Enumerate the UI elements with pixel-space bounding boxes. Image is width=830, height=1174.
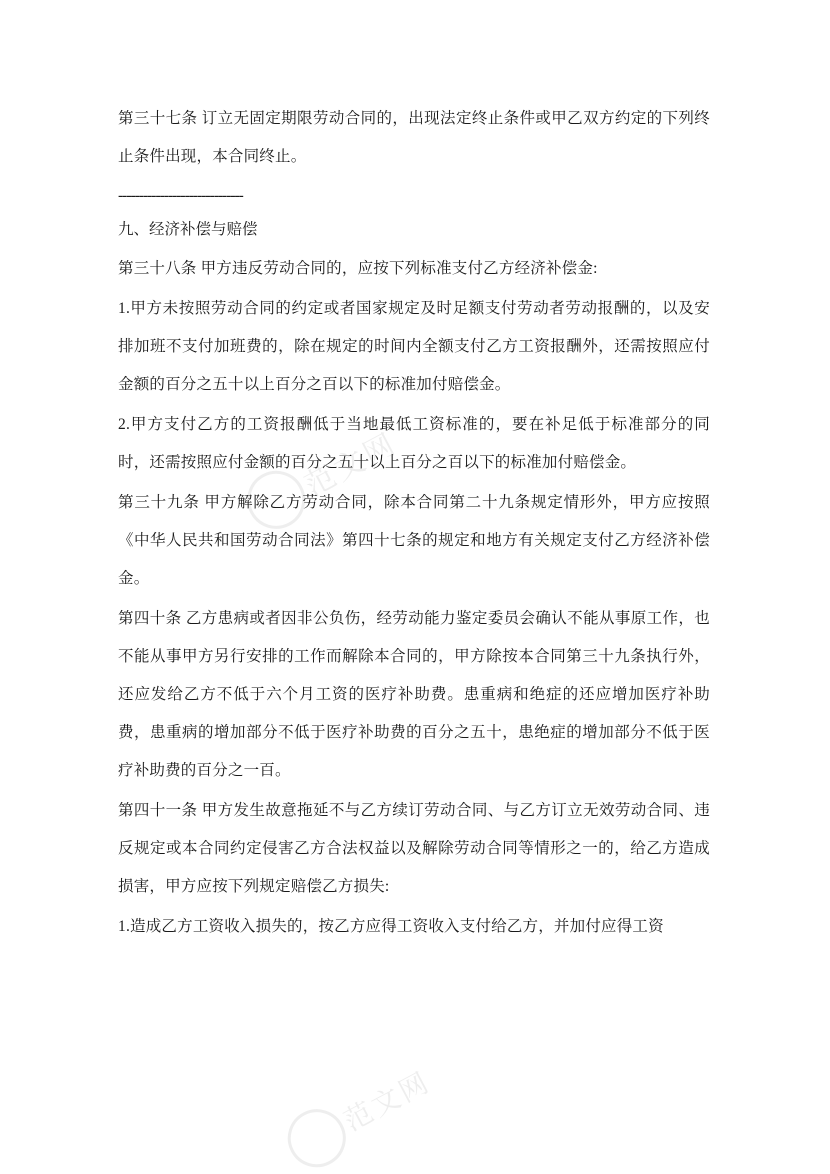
watermark-text: 范文网 bbox=[299, 427, 403, 503]
paragraph-article-41-item-1: 1.造成乙方工资收入损失的，按乙方应得工资收入支付给乙方，并加付应得工资 bbox=[118, 917, 664, 935]
paragraph-article-38-item-2: 2.甲方支付乙方的工资报酬低于当地最低工资标准的，要在补足低于标准部分的同时，还需按照应付金额的百分之五十以上百分之百以下的标准加付赔偿金。 bbox=[118, 416, 710, 471]
section-divider: ------------------------------ bbox=[118, 186, 243, 204]
document-body bbox=[118, 100, 710, 948]
section-heading-9: 九、经济补偿与赔偿 bbox=[118, 221, 258, 239]
watermark-ring-icon bbox=[278, 1099, 356, 1174]
paragraph-article-37: 第三十七条 订立无固定期限劳动合同的，出现法定终止条件或甲乙双方约定的下列终止条件出现，本合同终止。 bbox=[118, 110, 710, 165]
paragraph-article-41: 第四十一条 甲方发生故意拖延不与乙方续订劳动合同、与乙方订立无效劳动合同、违反规定或本合同约定侵害乙方合法权益以及解除劳动合同等情形之一的，给乙方造成损害，甲方应按下列规定赔偿乙方损失: bbox=[118, 801, 710, 895]
paragraph-article-40: 第四十条 乙方患病或者因非公负伤，经劳动能力鉴定委员会确认不能从事原工作，也不能从事甲方另行安排的工作而解除本合同的，甲方除按本合同第三十九条执行外，还应发给乙方不低于六个月工资的医疗补助费。患重病和绝症的还应增加医疗补助费，患重病的增加部分不低于医疗补助费的百分之五十，患绝症的增加部分不低于医疗补助费的百分之一百。 bbox=[118, 609, 710, 779]
paragraph-article-38-item-1: 1.甲方未按照劳动合同的约定或者国家规定及时足额支付劳动者劳动报酬的，以及安排加班不支付加班费的，除在规定的时间内全额支付乙方工资报酬外，还需按照应付金额的百分之五十以上百分之百以下的标准加付赔偿金。 bbox=[118, 300, 710, 394]
paragraph-article-39: 第三十九条 甲方解除乙方劳动合同，除本合同第二十九条规定情形外，甲方应按照《中华人民共和国劳动合同法》第四十七条的规定和地方有关规定支付乙方经济补偿金。 bbox=[118, 493, 710, 587]
watermark-text: 范文网 bbox=[338, 1065, 436, 1137]
paragraph-article-38: 第三十八条 甲方违反劳动合同的，应按下列标准支付乙方经济补偿金: bbox=[118, 260, 598, 278]
watermark-logo-bottom bbox=[336, 1061, 437, 1140]
